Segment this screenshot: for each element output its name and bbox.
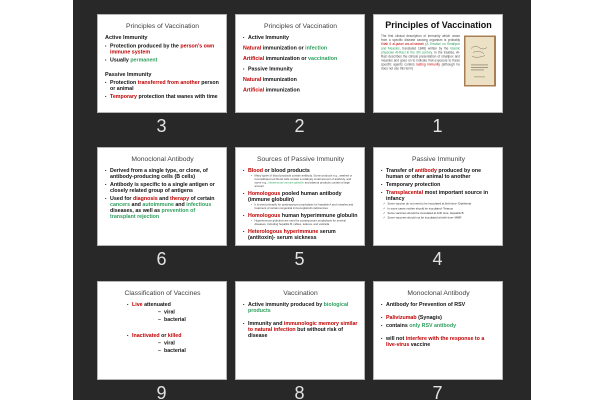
content-line <box>105 196 220 220</box>
bullet-icon: • <box>243 302 245 307</box>
slide-content <box>236 15 365 113</box>
text-run: of certain <box>189 195 215 202</box>
bullet-icon: • <box>243 66 245 72</box>
line-text <box>386 323 496 329</box>
text-run: Usually <box>110 56 131 63</box>
bullet-icon: • <box>105 182 107 187</box>
text-run: ( <box>423 42 427 47</box>
text-run: bacterial <box>164 347 186 354</box>
content-line <box>243 175 358 189</box>
line-text <box>248 213 358 219</box>
text-run: only RSV antibody <box>409 322 457 329</box>
slide-number-label[interactable]: 6 <box>156 249 168 269</box>
section-heading <box>105 35 220 41</box>
content-line <box>243 321 358 339</box>
bullet-icon: • <box>381 190 383 195</box>
line-text <box>243 56 358 62</box>
line-text <box>164 340 220 346</box>
bullet-icon: • <box>251 203 252 207</box>
text-run: antibody <box>414 167 437 174</box>
line-text <box>132 333 220 339</box>
line-text <box>110 182 220 194</box>
text-run: Temporary <box>110 93 137 100</box>
content-line <box>381 315 496 321</box>
text-run: immunization or <box>261 45 306 52</box>
slide-number-label[interactable]: 5 <box>294 249 306 269</box>
text-run: Antibody for Prevention of RSV <box>386 301 466 308</box>
slide-sorter-canvas <box>73 0 531 400</box>
bullet-icon: • <box>381 182 383 187</box>
text-run: killed <box>167 332 182 339</box>
text-run: diseases, as well as <box>110 207 162 214</box>
line-text <box>386 302 496 308</box>
slide-title: Principles of Vaccination <box>125 22 200 30</box>
text-run: Hyperimmune globulins are used for postexposure prophylaxis for several diseases, including hepatitis B, rabies, tetanus, and varicella <box>254 219 346 227</box>
text-run: A Treatise on Smallpox and Measles <box>381 42 460 51</box>
text-run: most important source in infancy <box>386 189 489 202</box>
slide-thumbnail-9[interactable] <box>97 281 227 380</box>
line-text <box>243 87 358 93</box>
slide-thumbnail-7[interactable] <box>373 281 503 380</box>
text-run: Artificial <box>243 55 265 62</box>
text-run: Passive Immunity <box>248 66 293 73</box>
text-run: Homologous <box>248 190 281 197</box>
slide-body <box>381 168 496 221</box>
bullet-icon: • <box>105 57 107 62</box>
slide-thumbnail-8[interactable] <box>235 281 365 380</box>
slide-cell <box>373 281 503 400</box>
text-run: pooled human antibody (immune globulin) <box>248 190 342 203</box>
text-run: Active Immunity <box>248 34 289 41</box>
text-run: transferred from another <box>137 79 200 86</box>
bullet-icon: • <box>381 168 383 173</box>
line-text <box>255 175 359 189</box>
line-text <box>388 203 497 207</box>
text-run: immunization <box>261 76 297 83</box>
line-text <box>243 45 358 51</box>
content-line <box>105 168 220 180</box>
text-run: and <box>173 201 187 208</box>
text-run: lasting immunity <box>416 63 440 67</box>
content-line <box>243 220 358 227</box>
slide-body <box>105 35 220 100</box>
text-run: In some cases mother should be inoculated- Tetanus <box>387 207 453 211</box>
text-run: Transplacental <box>386 189 424 196</box>
text-run: biological products <box>248 301 349 314</box>
slide-title: Classification of Vaccines <box>124 289 201 297</box>
content-line <box>105 57 220 63</box>
line-text <box>386 182 496 188</box>
line-text <box>388 212 497 216</box>
line-text <box>105 35 220 41</box>
slide-cell <box>97 281 227 400</box>
text-run: Temporary protection <box>386 181 441 188</box>
bullet-icon: – <box>158 316 161 323</box>
text-run: vaccine <box>409 341 431 348</box>
slide-content <box>236 282 365 380</box>
slide-body <box>105 302 220 354</box>
content-line <box>127 309 220 315</box>
bullet-icon: – <box>158 309 161 316</box>
bullet-icon: • <box>381 323 383 328</box>
text-run: permanent <box>130 56 158 63</box>
text-run: Natural <box>243 76 262 83</box>
slide-thumbnail-2[interactable] <box>235 14 365 113</box>
bullet-icon: • <box>127 302 129 307</box>
slide-content <box>98 15 227 113</box>
line-text <box>164 348 220 354</box>
text-run: Some vaccines should not be inoculated at birth time- MMR <box>387 216 462 220</box>
slide-number-label[interactable]: 4 <box>432 249 444 269</box>
slide-thumbnail-6[interactable] <box>97 147 227 246</box>
text-run: interfere with the response to a live-virus <box>386 335 485 348</box>
text-run: prevention of transplant rejection <box>110 207 196 220</box>
bullet-icon: • <box>243 168 245 173</box>
text-run: Protection produced by the <box>110 42 181 49</box>
text-run: Active Immunity <box>105 34 148 41</box>
bullet-icon: • <box>105 196 107 201</box>
body-paragraph <box>381 35 460 87</box>
line-text <box>248 191 358 203</box>
line-text <box>248 229 358 241</box>
content-line <box>243 168 358 174</box>
text-run: produced by one human or other animal to another <box>386 167 482 180</box>
line-text <box>110 43 220 55</box>
line-text <box>386 315 496 321</box>
text-run: Live <box>132 301 143 308</box>
slide-title: Principles of Vaccination <box>263 22 338 30</box>
content-line <box>105 94 220 100</box>
content-line <box>381 323 496 329</box>
content-line <box>105 80 220 92</box>
text-run: immunization or <box>264 55 309 62</box>
content-line <box>127 348 220 354</box>
bullet-icon: • <box>251 174 252 178</box>
text-run: human hyperimmune globulin <box>280 212 358 219</box>
text-run: and <box>130 201 143 208</box>
line-text <box>248 35 358 41</box>
spacer <box>127 323 220 331</box>
content-line <box>381 217 496 221</box>
text-run: Islamic physician Al-Razi in the 9th century <box>381 46 460 55</box>
slide-title: Passive Immunity <box>412 155 465 163</box>
text-run: but without risk of disease <box>248 326 344 339</box>
content-line <box>243 204 358 211</box>
text-run: (Synagis) <box>416 314 442 321</box>
slide-number-label[interactable]: 2 <box>294 116 306 136</box>
content-line <box>127 302 220 308</box>
bullet-icon: • <box>381 302 383 307</box>
content-line <box>381 212 496 216</box>
text-run: and <box>157 195 171 202</box>
text-run: Transfer of <box>386 167 415 174</box>
line-text <box>386 190 496 202</box>
bullet-icon: – <box>158 347 161 354</box>
spacer <box>105 63 220 68</box>
text-run: Used for <box>110 195 133 202</box>
bullet-icon: • <box>251 219 252 223</box>
slide-body <box>243 35 358 94</box>
content-line <box>381 207 496 211</box>
slide-body <box>381 302 496 348</box>
content-line <box>381 182 496 188</box>
text-run: . In the treatise, Al-Razi describes the clinical presentation of smallpox and measles and goes on to indicate that exposure to these specific agents confers <box>381 50 460 67</box>
text-run: Antibody is specific to a single antigen or closely related group of antigens <box>110 181 215 194</box>
text-run: will not <box>386 335 406 342</box>
text-run: Some vaccines should be inoculated at birth time- Hepatitis B <box>387 211 464 215</box>
text-run: viral <box>164 309 175 316</box>
line-text <box>255 204 359 211</box>
slide-content <box>374 148 503 246</box>
book-page-image <box>464 36 496 87</box>
text-run: infectious <box>186 201 212 208</box>
text-run: Heterologous hyperimmune <box>248 228 319 235</box>
line-text <box>110 80 220 92</box>
slide-number-label[interactable]: 8 <box>294 383 306 400</box>
text-run: Many types of blood products contain antibody. Some products e.g., washed or reconstituted red blood cells contain a relatively small amount of antibody, and some e.g., <box>254 174 353 185</box>
text-run: Some vaccine do not need to be inoculated at birth time- Diphtheria <box>387 202 471 206</box>
bullet-icon: – <box>158 340 161 347</box>
text-run: It is used primarily for postexposure prophylaxis for hepatitis A and measles and treatment of certain congenital immunoglobulin deficiencies <box>254 203 354 211</box>
content-line <box>243 56 358 62</box>
slide-title: Principles of Vaccination <box>385 20 492 30</box>
check-icon: ✓ <box>383 211 386 215</box>
bullet-icon: • <box>243 35 245 40</box>
content-line <box>243 35 358 41</box>
text-run: intravenous immune globulin <box>268 181 304 185</box>
text-run: contains <box>386 322 410 329</box>
section-heading <box>105 71 220 77</box>
slide-content <box>98 148 227 246</box>
text-run: Natural <box>243 45 262 52</box>
content-line <box>381 302 496 308</box>
content-line <box>243 45 358 51</box>
spacer <box>243 314 358 319</box>
text-run: person's own immune system <box>110 42 215 55</box>
bullet-icon: • <box>105 168 107 173</box>
text-run: Passive Immunity <box>105 71 152 78</box>
content-line <box>243 77 358 83</box>
bullet-icon: • <box>243 321 245 326</box>
bullet-icon: • <box>105 94 107 99</box>
line-text <box>243 77 358 83</box>
content-line <box>243 66 358 72</box>
slide-content <box>374 15 503 113</box>
content-line <box>243 229 358 241</box>
bullet-icon: • <box>243 191 245 196</box>
content-line <box>105 43 220 55</box>
check-icon: ✓ <box>383 202 386 206</box>
content-line <box>381 336 496 348</box>
check-icon: ✓ <box>383 207 386 211</box>
content-line <box>127 340 220 346</box>
text-run: diagnosis <box>132 195 158 202</box>
slide-cell <box>235 147 365 270</box>
bullet-icon: • <box>243 213 245 218</box>
content-line <box>243 302 358 314</box>
text-run: or <box>159 332 168 339</box>
text-run: (although he does not use this term) <box>381 63 460 71</box>
text-run: bacterial <box>164 316 186 323</box>
line-text <box>164 317 220 323</box>
spacer <box>381 329 496 334</box>
slide-cell <box>373 14 503 137</box>
text-run: Blood <box>248 167 264 174</box>
slide-title: Sources of Passive Immunity <box>256 155 345 163</box>
text-run: attenuated <box>142 301 171 308</box>
text-run: or blood products <box>263 167 310 174</box>
line-text <box>164 309 220 315</box>
text-run: Immunity and <box>248 320 284 327</box>
slide-thumbnail-4[interactable] <box>373 147 503 246</box>
line-text <box>386 336 496 348</box>
content-line <box>243 213 358 219</box>
slide-number-label[interactable]: 3 <box>156 116 168 136</box>
text-run: infection <box>305 45 328 52</box>
text-run: cancers <box>110 201 131 208</box>
slide-number-label[interactable]: 1 <box>432 116 444 136</box>
text-run: Protection <box>110 79 138 86</box>
content-line <box>381 203 496 207</box>
text-run: Homologous <box>248 212 281 219</box>
slide-content <box>374 282 503 380</box>
slide-body <box>243 302 358 339</box>
text-run: immunization <box>264 87 300 94</box>
slide-cell <box>235 281 365 400</box>
text-run: protection that wanes with time <box>136 93 218 100</box>
text-run: Active immunity produced by <box>248 301 324 308</box>
slide-thumbnail-5[interactable] <box>235 147 365 246</box>
slide-number-label[interactable]: 9 <box>156 383 168 400</box>
text-run: Kitab fi al-jadari wa-al-hasbah <box>381 42 424 47</box>
text-run: , translated 1848) written by the <box>399 46 451 51</box>
text-run: Derived from a single type, or clone, of antibody-producing cells (B cells) <box>110 167 208 180</box>
slide-thumbnail-3[interactable] <box>97 14 227 113</box>
content-line <box>381 168 496 180</box>
slide-content <box>236 148 365 246</box>
slide-title: Monoclonal Antibody <box>407 289 470 297</box>
slide-body <box>105 168 220 220</box>
text-run: and plasma products contain a large amount <box>254 181 350 189</box>
bullet-icon: • <box>127 333 129 338</box>
spacer <box>381 308 496 313</box>
bullet-icon: • <box>381 315 383 320</box>
line-text <box>132 302 220 308</box>
slide-cell <box>235 14 365 137</box>
slide-body <box>243 168 358 241</box>
line-text <box>255 220 359 227</box>
text-run: person or animal <box>110 79 219 92</box>
slide-thumbnail-1[interactable] <box>373 14 503 113</box>
text-run: The first clinical description of immunity which arose from a specific disease causing organism is probably <box>381 34 460 43</box>
text-run: immunologic memory similar to natural infection <box>248 320 358 333</box>
slide-title: Monoclonal Antibody <box>131 155 194 163</box>
text-run: vaccination <box>308 55 338 62</box>
line-text <box>388 207 497 211</box>
bullet-icon: • <box>105 80 107 85</box>
content-line <box>105 182 220 194</box>
slide-cell <box>97 14 227 137</box>
text-run: Artificial <box>243 87 265 94</box>
slide-title: Vaccination <box>283 289 318 297</box>
content-line <box>127 333 220 339</box>
text-run: therapy <box>170 195 190 202</box>
text-run: serum (antitoxin)- serum sickness <box>248 228 336 241</box>
text-run: Palivizumab <box>386 314 417 321</box>
line-text <box>110 94 220 100</box>
slide-cell <box>97 147 227 270</box>
line-text <box>110 57 220 63</box>
check-icon: ✓ <box>383 216 386 220</box>
text-run: Inactivated <box>132 332 160 339</box>
line-text <box>248 66 358 72</box>
line-text <box>105 71 220 77</box>
line-text <box>388 217 497 221</box>
slide-number-label[interactable]: 7 <box>432 383 444 400</box>
line-text <box>248 321 358 339</box>
slide-content <box>98 282 227 380</box>
line-text <box>110 196 220 220</box>
bullet-icon: • <box>105 43 107 48</box>
content-line <box>381 190 496 202</box>
text-run: viral <box>164 340 175 347</box>
text-run: autoimmune <box>142 201 174 208</box>
bullet-icon: • <box>243 229 245 234</box>
line-text <box>110 168 220 180</box>
content-line <box>243 87 358 93</box>
line-text <box>248 302 358 314</box>
content-line <box>243 191 358 203</box>
line-text <box>248 168 358 174</box>
bullet-icon: • <box>381 336 383 341</box>
slide-cell <box>373 147 503 270</box>
line-text <box>386 168 496 180</box>
